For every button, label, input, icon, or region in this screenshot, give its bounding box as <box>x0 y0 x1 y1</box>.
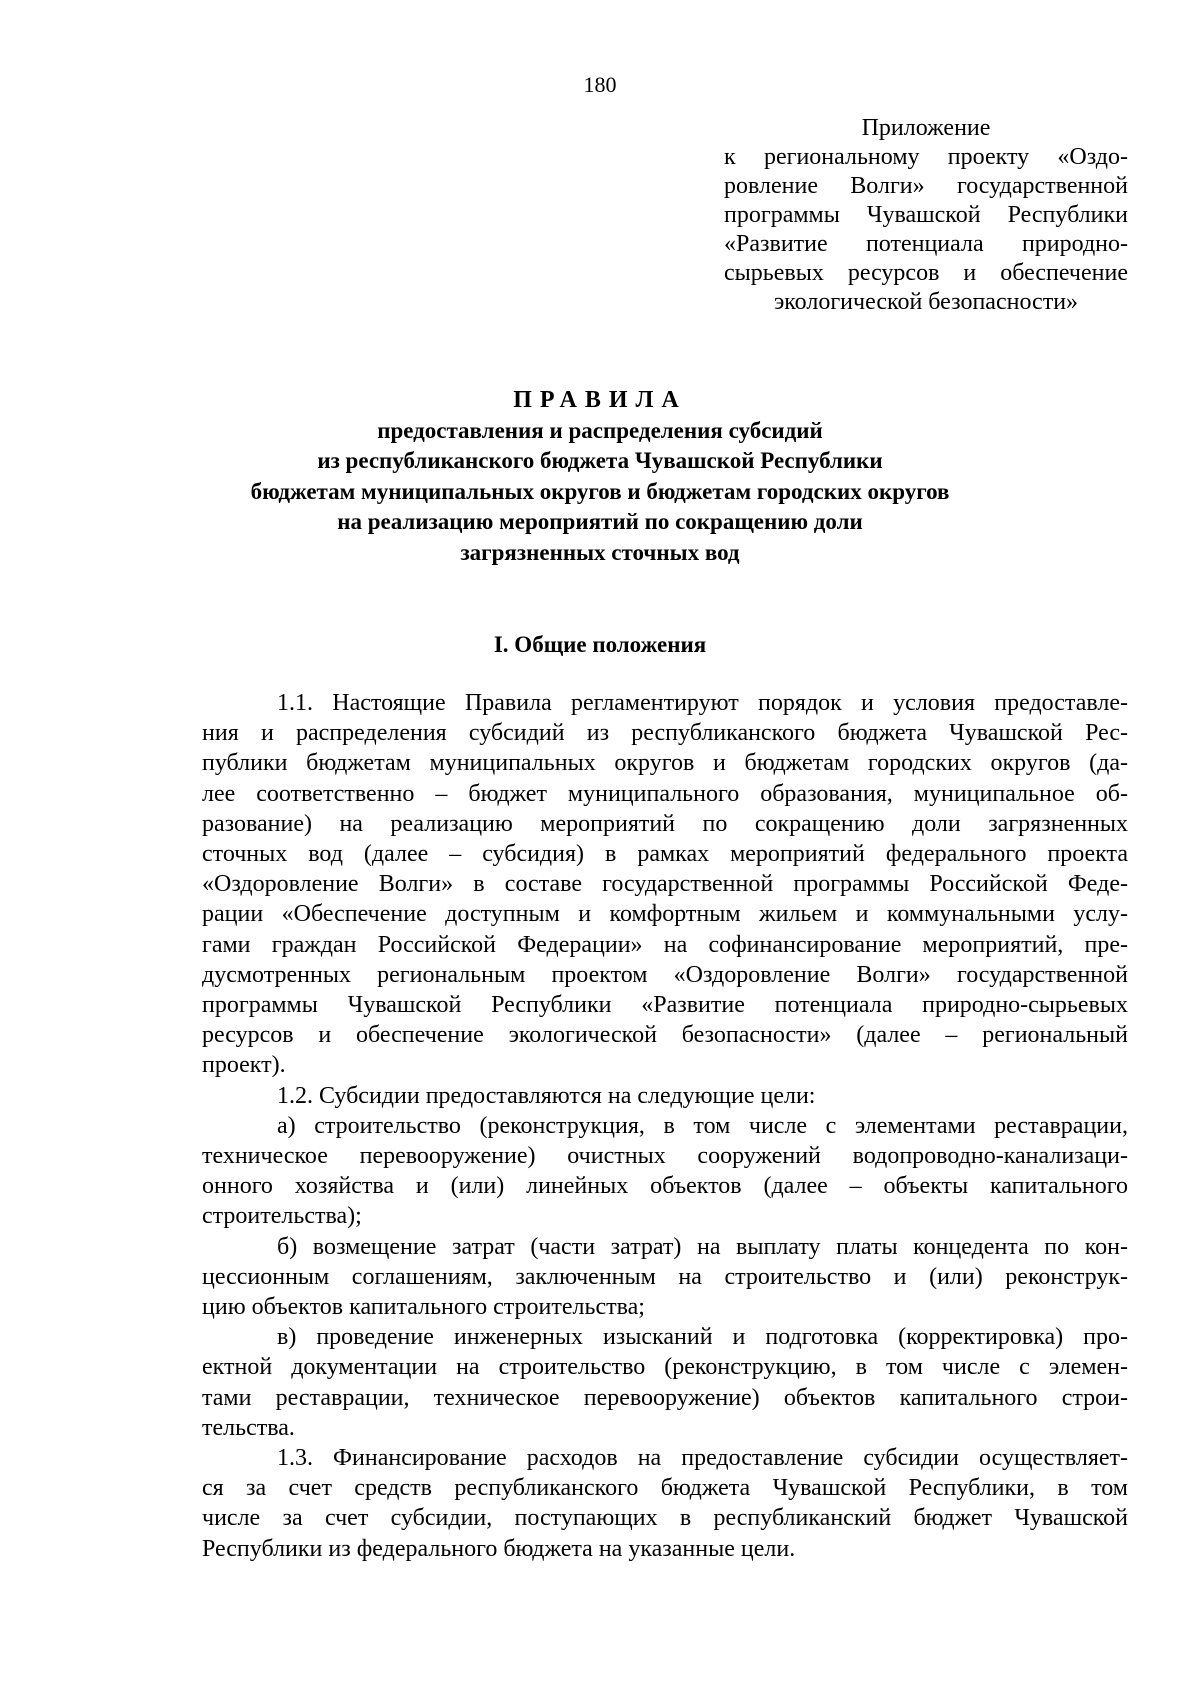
body-line: ния и распределения субсидий из республиканского бюджета Чувашской Рес- <box>202 720 1128 747</box>
appendix-line: сырьевых ресурсов и обеспечение <box>724 260 1128 286</box>
body-line: числе за счет субсидии, поступающих в республиканский бюджет Чувашской <box>202 1505 1128 1532</box>
body-line: рации «Обеспечение доступным и комфортным жильем и коммунальными услу- <box>202 901 1128 928</box>
title-line: из республиканского бюджета Чувашской Республики <box>317 448 883 473</box>
body-line: а) строительство (реконструкция, в том числе с элементами реставрации, <box>277 1112 1128 1139</box>
body-line: в) проведение инженерных изысканий и подготовка (корректировка) про- <box>277 1324 1128 1351</box>
title-line: бюджетам муниципальных округов и бюджетам городских округов <box>250 478 950 504</box>
appendix-block <box>724 114 1128 317</box>
appendix-line: экологической безопасности» <box>773 289 1079 315</box>
body-line: лее соответственно – бюджет муниципального образования, муниципальное об- <box>202 780 1128 807</box>
body-line: тами реставрации, техническое перевооружение) объектов капитального строи- <box>202 1384 1128 1411</box>
body-line: ресурсов и обеспечение экологической безопасности» (далее – региональный <box>202 1022 1128 1049</box>
appendix-heading: Приложение <box>861 115 991 141</box>
appendix-line: к региональному проекту «Оздо- <box>724 144 1128 170</box>
document-title <box>0 385 1200 568</box>
page-number: 180 <box>583 72 617 97</box>
body-line: проект). <box>202 1052 286 1079</box>
body-line: ся за счет средств республиканского бюджета Чувашской Республики, в том <box>202 1475 1128 1502</box>
body-line: Республики из федерального бюджета на указанные цели. <box>202 1535 796 1562</box>
title-main: ПРАВИЛА <box>513 387 687 413</box>
body-line: 1.1. Настоящие Правила регламентируют порядок и условия предоставле- <box>277 690 1128 716</box>
body-line: тельства. <box>202 1414 295 1441</box>
section-title: I. Общие положения <box>493 632 707 657</box>
body-line: «Оздоровление Волги» в составе государственной программы Российской Феде- <box>202 871 1128 898</box>
title-line: предоставления и распределения субсидий <box>377 417 823 443</box>
body-line: 1.3. Финансирование расходов на предоставление субсидии осуществляет- <box>277 1445 1128 1472</box>
body-line: цессионным соглашениям, заключенным на строительство и (или) реконструк- <box>202 1263 1128 1290</box>
body-text <box>202 688 1128 1564</box>
body-line: 1.2. Субсидии предоставляются на следующие цели: <box>277 1082 816 1109</box>
body-line: гами граждан Российской Федерации» на софинансирование мероприятий, пре- <box>202 931 1128 958</box>
appendix-line: «Развитие потенциала природно- <box>724 231 1128 257</box>
body-line: разование) на реализацию мероприятий по сокращению доли загрязненных <box>202 810 1128 837</box>
body-line: программы Чувашской Республики «Развитие потенциала природно-сырьевых <box>202 992 1128 1019</box>
body-line: публики бюджетам муниципальных округов и бюджетам городских округов (да- <box>202 750 1128 777</box>
body-line: сточных вод (далее – субсидия) в рамках мероприятий федерального проекта <box>202 841 1128 868</box>
body-line: онного хозяйства и (или) линейных объектов (далее – объекты капитального <box>202 1173 1128 1200</box>
title-line: на реализацию мероприятий по сокращению доли <box>337 509 863 534</box>
appendix-line: программы Чувашской Республики <box>724 202 1128 228</box>
body-line: ектной документации на строительство (реконструкцию, в том числе с элемен- <box>202 1354 1128 1381</box>
title-line: загрязненных сточных вод <box>460 539 740 565</box>
appendix-line: ровление Волги» государственной <box>724 173 1128 199</box>
body-line: техническое перевооружение) очистных сооружений водопроводно-канализаци- <box>202 1143 1128 1170</box>
body-line: б) возмещение затрат (части затрат) на выплату платы концедента по кон- <box>277 1233 1128 1260</box>
body-line: строительства); <box>202 1203 362 1230</box>
body-line: цию объектов капитального строительства; <box>202 1294 645 1321</box>
body-line: дусмотренных региональным проектом «Оздоровление Волги» государственной <box>202 961 1128 988</box>
